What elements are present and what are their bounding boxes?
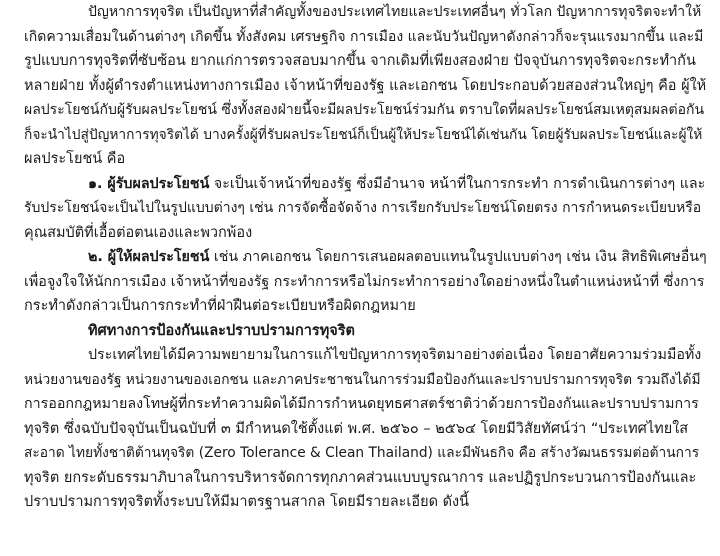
text-span: ทุจริต ซึ่งฉบับปัจจุบันเป็นฉบับที่ ๓ มีกำหนดใช้ตั้งแต่ พ.ศ. ๒๕๖๐ – ๒๕๖๔ โดยมีวิสัยทัศน์ว่า “ประเทศไทยใส (24, 420, 689, 437)
text-line (24, 392, 708, 417)
text-line (24, 172, 708, 197)
document-body (24, 0, 708, 515)
text-span: การออกกฎหมายลงโทษผู้ที่กระทำความผิดได้มีการกำหนดยุทธศาสตร์ชาติว่าด้วยการป้องกันและปราบปรามการ (24, 396, 699, 412)
text-span: เช่น ภาคเอกชน โดยการเสนอผลตอบแทนในรูปแบบต่างๆ เช่น เงิน สิทธิพิเศษอื่นๆ (209, 249, 707, 265)
text-span: เพื่อจูงใจให้นักการเมือง เจ้าหน้าที่ของรัฐ กระทำการหรือไม่กระทำการอย่างใดอย่างหนึ่งในตำแหน่งหน้าที่ ซึ่งการ (24, 273, 705, 290)
text-line (24, 368, 708, 393)
text-line (24, 98, 708, 123)
text-span: หน่วยงานของรัฐ หน่วยงานของเอกชน และภาคประชาชนในการร่วมมือป้องกันและปราบปรามการทุจริต รวมถึงได้มี (24, 371, 701, 388)
text-span: ก็จะนำไปสู่ปัญหาการทุจริตได้ บางครั้งผู้ที่รับผลประโยชน์ก็เป็นผู้ให้ประโยชน์ได้เช่นกัน โดยผู้รับผลประโยชน์และผู้ให้ (24, 126, 703, 143)
text-line (24, 294, 708, 319)
text-line (24, 221, 708, 246)
text-line (24, 0, 708, 25)
text-span: จะเป็นเจ้าหน้าที่ของรัฐ ซึ่งมีอำนาจ หน้าที่ในการกระทำ การดำเนินการต่างๆ และ (209, 175, 706, 192)
text-span: ประเทศไทยได้มีความพยายามในการแก้ไขปัญหาการทุจริตมาอย่างต่อเนื่อง โดยอาศัยความร่วมมือทั้ง (88, 347, 702, 363)
text-span: เกิดความเสื่อมในด้านต่างๆ เกิดขึ้น ทั้งสังคม เศรษฐกิจ การเมือง และนับวันปัญหาดังกล่าวก็จะรุนแรงมากขึ้น และมี (24, 28, 704, 45)
text-span: ผลประโยชน์กับผู้รับผลประโยชน์ ซึ่งทั้งสองฝ่ายนี้จะมีผลประโยชน์ร่วมกัน ตราบใดที่ผลประโยชน์สมเหตุสมผลต่อกัน (24, 102, 705, 118)
text-line (24, 123, 708, 148)
text-line (24, 147, 708, 172)
text-span: รับประโยชน์จะเป็นไปในรูปแบบต่างๆ เช่น การจัดซื้อจัดจ้าง การเรียกรับประโยชน์โดยตรง การกำหนดระเบียบหรือ (24, 200, 702, 216)
bold-text: ๒. ผู้ให้ผลประโยชน์ (88, 249, 210, 265)
text-line (24, 49, 708, 74)
text-span: ปัญหาการทุจริต เป็นปัญหาที่สำคัญทั้งของประเทศไทยและประเทศอื่นๆ ทั่วโลก ปัญหาการทุจริตจะทำให้ (88, 4, 702, 20)
text-line (24, 417, 708, 442)
text-line (24, 466, 708, 491)
text-span: หลายฝ่าย ทั้งผู้ดำรงตำแหน่งทางการเมือง เจ้าหน้าที่ของรัฐ และเอกชน โดยประกอบด้วยสองส่วนใหญ่ๆ คือ ผู้ให้ (24, 77, 707, 94)
bold-text: ทิศทางการป้องกันและปราบปรามการทุจริต (88, 322, 355, 339)
text-span: คุณสมบัติที่เอื้อต่อตนเองและพวกพ้อง (24, 224, 253, 241)
text-line (24, 245, 708, 270)
text-span: กระทำดังกล่าวเป็นการกระทำที่ฝ่าฝืนต่อระเบียบหรือผิดกฎหมาย (24, 298, 416, 314)
text-line (24, 25, 708, 50)
text-line (24, 196, 708, 221)
text-span: ปราบปรามการทุจริตทั้งระบบให้มีมาตรฐานสากล โดยมีรายละเอียด ดังนี้ (24, 494, 469, 510)
text-line (24, 319, 708, 344)
text-line (24, 490, 708, 515)
text-span: ผลประโยชน์ คือ (24, 151, 126, 167)
text-span: สะอาด ไทยทั้งชาติต้านทุจริต (Zero Tolerance & Clean Thailand) และมีพันธกิจ คือ สร้างวัฒนธรรมต่อต้านการ (24, 445, 700, 461)
text-line (24, 441, 708, 466)
text-line (24, 270, 708, 295)
text-line (24, 343, 708, 368)
text-span: ทุจริต ยกระดับธรรมาภิบาลในการบริหารจัดการทุกภาคส่วนแบบบูรณาการ และปฏิรูปกระบวนการป้องกันและ (24, 469, 697, 486)
bold-text: ๑. ผู้รับผลประโยชน์ (88, 175, 210, 192)
text-line (24, 74, 708, 99)
text-span: รูปแบบการทุจริตที่ซับซ้อน ยากแก่การตรวจสอบมากขึ้น จากเดิมที่เพียงสองฝ่าย ปัจจุบันการทุจริตจะกระทำกัน (24, 53, 696, 69)
